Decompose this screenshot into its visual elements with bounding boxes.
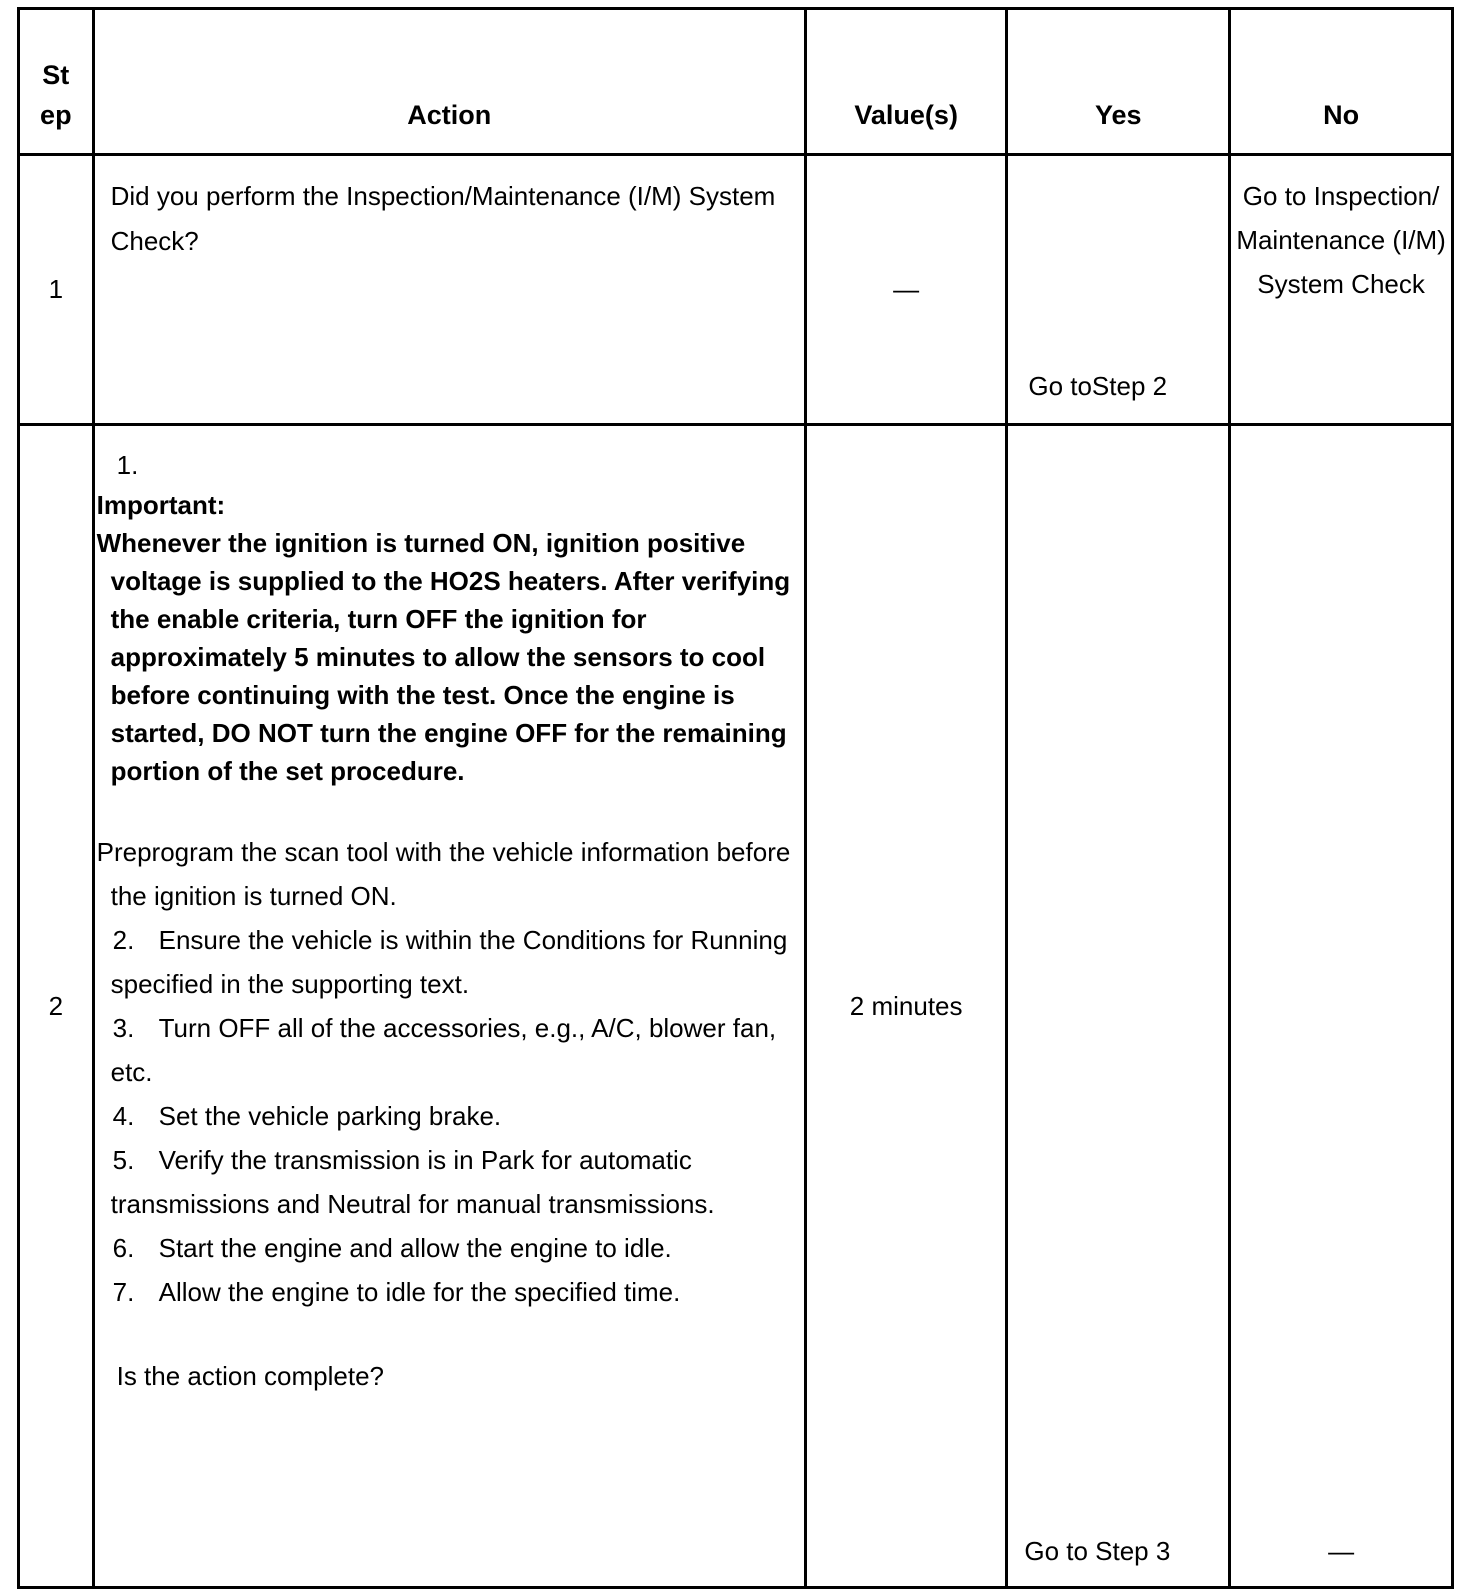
header-values: Value(s) [806,9,1007,155]
important-text: Whenever the ignition is turned ON, ignition positive voltage is supplied to the HO2S heaters. After verifying the enable criteria, turn OFF the ignition for approximately 5 minutes to allow the sensors to cool before continuing with the test. Once the engine is started, DO NOT turn the engine OFF for the remaining portion of the set procedure. [96,528,791,786]
important-title: Important: [96,490,226,520]
list-item: 6. Start the engine and allow the engine to idle. [112,1233,672,1263]
diagnostic-table [17,7,1454,1589]
question-text: Is the action complete? [116,1361,384,1391]
action-text: Did you perform the Inspection/Maintenance (I/M) System Check? [93,155,805,425]
yes-link[interactable]: Go to Step 3 [1007,425,1230,1588]
list-item: 2. Ensure the vehicle is within the Conditions for Running specified in the supporting text. [110,925,788,999]
header-no: No [1230,9,1453,155]
no-cell: — [1230,425,1453,1588]
value-cell: 2 minutes [806,425,1007,1588]
list-item: 4. Set the vehicle parking brake. [112,1101,502,1131]
header-yes: Yes [1007,9,1230,155]
no-link[interactable]: Go to Inspection/ Maintenance (I/M) System Check [1230,155,1453,425]
header-action: Action [93,9,805,155]
list-item: 3. Turn OFF all of the accessories, e.g., A/C, blower fan, etc. [110,1013,777,1087]
yes-link[interactable]: Go toStep 2 [1007,155,1230,425]
step-number: 1 [19,155,94,425]
preprogram-text: Preprogram the scan tool with the vehicle information before the ignition is turned ON. [96,837,791,911]
table-row [19,425,1453,1588]
list-item: 5. Verify the transmission is in Park for automatic transmissions and Neutral for manual transmissions. [110,1145,715,1219]
list-item: 7. Allow the engine to idle for the specified time. [112,1277,681,1307]
header-row [19,9,1453,155]
action-cell [93,425,805,1588]
table-row [19,155,1453,425]
value-cell: — [806,155,1007,425]
header-step: St ep [19,9,94,155]
list-number: 1. [116,450,139,480]
step-number: 2 [19,425,94,1588]
